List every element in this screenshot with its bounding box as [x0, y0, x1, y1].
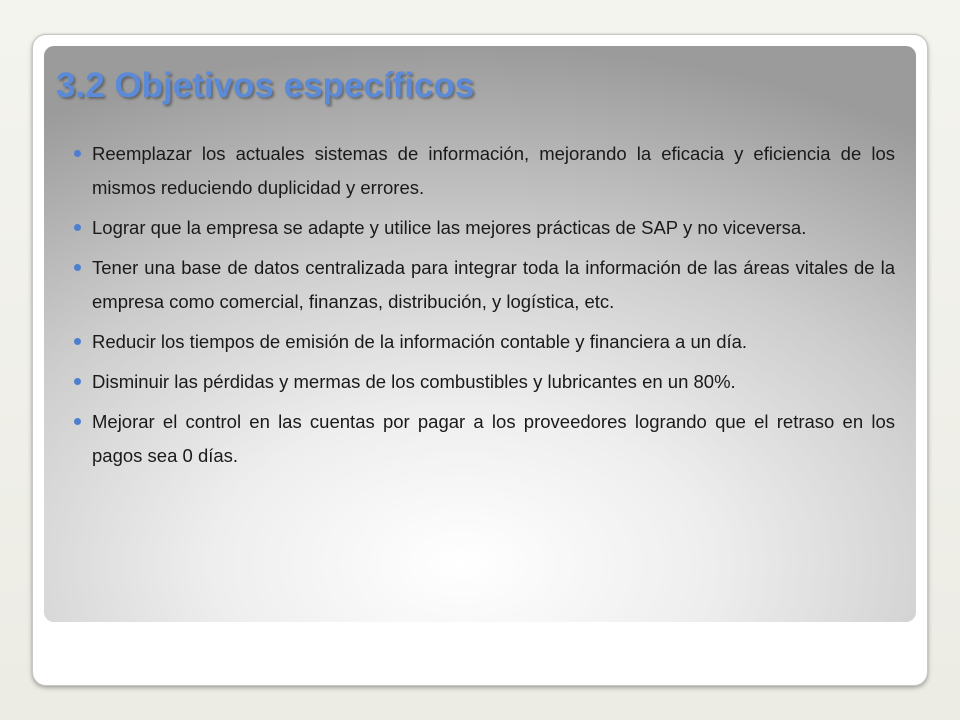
- bullet-dot-icon: [74, 338, 81, 345]
- bullet-item: [72, 365, 895, 399]
- bullet-dot-icon: [74, 224, 81, 231]
- bullet-text: Mejorar el control en las cuentas por pagar a los proveedores logrando que el retraso en los pagos sea 0 días.: [92, 411, 895, 466]
- bullet-item: [72, 325, 895, 359]
- bullet-text: Disminuir las pérdidas y mermas de los combustibles y lubricantes en un 80%.: [92, 371, 736, 392]
- bullet-list: [72, 137, 895, 479]
- bullet-dot-icon: [74, 150, 81, 157]
- bullet-item: [72, 405, 895, 473]
- slide-title: 3.2 Objetivos específicos: [56, 66, 475, 105]
- bullet-dot-icon: [74, 378, 81, 385]
- bullet-dot-icon: [74, 418, 81, 425]
- bullet-text: Lograr que la empresa se adapte y utilice las mejores prácticas de SAP y no viceversa.: [92, 217, 807, 238]
- bullet-item: [72, 137, 895, 205]
- bullet-dot-icon: [74, 264, 81, 271]
- bullet-text: Reemplazar los actuales sistemas de información, mejorando la eficacia y eficiencia de los mismos reduciendo duplicidad y errores.: [92, 143, 895, 198]
- bullet-item: [72, 211, 895, 245]
- bullet-text: Reducir los tiempos de emisión de la información contable y financiera a un día.: [92, 331, 748, 352]
- bullet-text: Tener una base de datos centralizada para integrar toda la información de las áreas vitales de la empresa como comercial, finanzas, distribución, y logística, etc.: [92, 257, 895, 312]
- bullet-item: [72, 251, 895, 319]
